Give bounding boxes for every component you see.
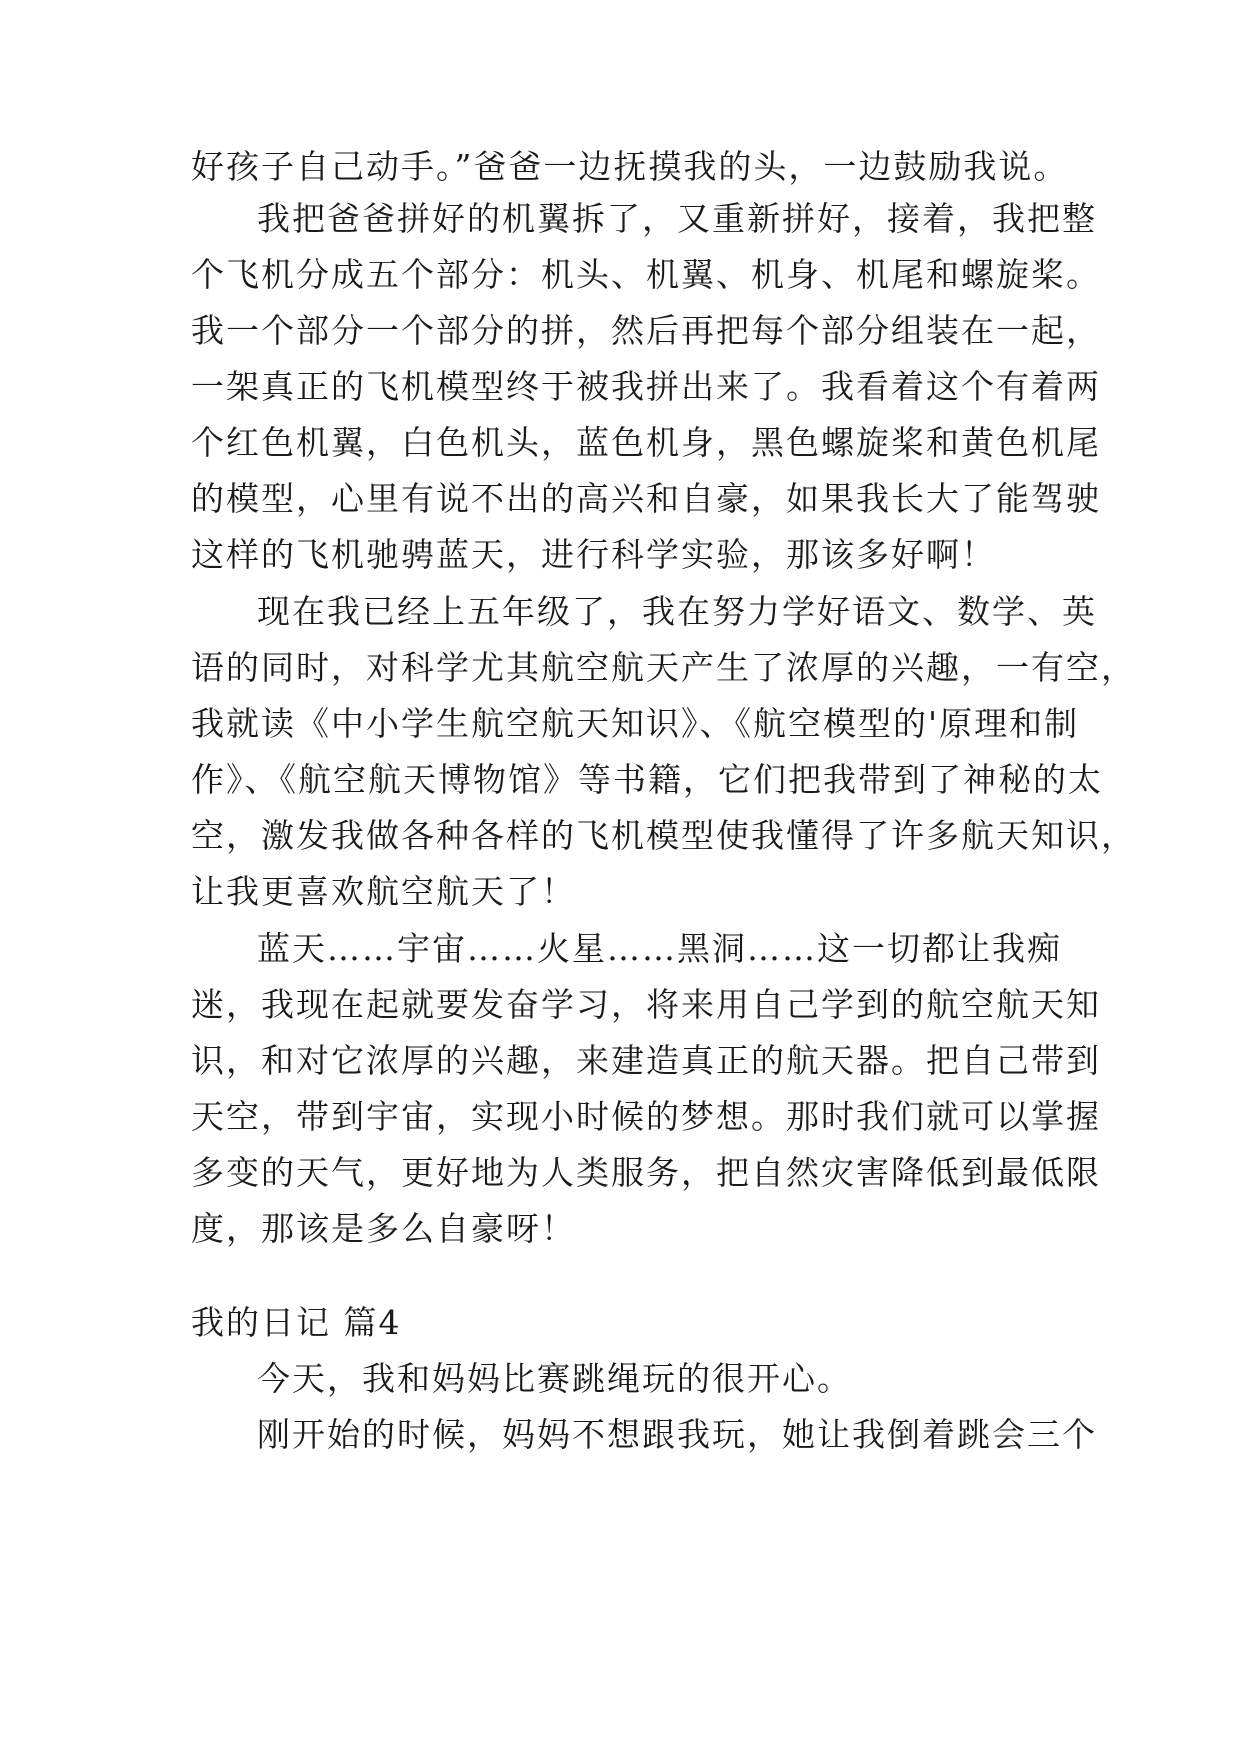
text-line: 迷，我现在起就要发奋学习，将来用自己学到的航空航天知: [191, 985, 1101, 1024]
text-line: 空，激发我做各种各样的飞机模型使我懂得了许多航天知识，: [191, 816, 1136, 855]
text-line: 个红色机翼，白色机头，蓝色机身，黑色螺旋桨和黄色机尾: [191, 423, 1101, 462]
text-line: 我一个部分一个部分的拼，然后再把每个部分组装在一起，: [191, 311, 1101, 350]
text-line: 一架真正的飞机模型终于被我拼出来了。我看着这个有着两: [191, 367, 1101, 406]
section-title: 我的日记 篇4: [191, 1303, 402, 1342]
text-line: 个飞机分成五个部分：机头、机翼、机身、机尾和螺旋桨。: [191, 255, 1101, 294]
text-line: 我把爸爸拼好的机翼拆了，又重新拼好，接着，我把整: [257, 199, 1097, 238]
text-line: 蓝天……宇宙……火星……黑洞……这一切都让我痴: [257, 929, 1062, 968]
text-line: 的模型，心里有说不出的高兴和自豪，如果我长大了能驾驶: [191, 479, 1101, 518]
text-line: 天空，带到宇宙，实现小时候的梦想。那时我们就可以掌握: [191, 1097, 1101, 1136]
text-line: 多变的天气，更好地为人类服务，把自然灾害降低到最低限: [191, 1153, 1101, 1192]
text-line: 识，和对它浓厚的兴趣，来建造真正的航天器。把自己带到: [191, 1041, 1101, 1080]
text-line: 让我更喜欢航空航天了！: [191, 872, 576, 911]
text-line: 语的同时，对科学尤其航空航天产生了浓厚的兴趣，一有空，: [191, 648, 1136, 687]
text-line: 今天，我和妈妈比赛跳绳玩的很开心。: [257, 1359, 852, 1398]
text-line: 这样的飞机驰骋蓝天，进行科学实验，那该多好啊！: [191, 535, 996, 574]
text-line: 好孩子自己动手。”爸爸一边抚摸我的头，一边鼓励我说。: [191, 147, 1069, 186]
text-line: 度，那该是多么自豪呀！: [191, 1209, 576, 1248]
text-line: 现在我已经上五年级了，我在努力学好语文、数学、英: [257, 592, 1097, 631]
text-line: 作》、《航空航天博物馆》等书籍，它们把我带到了神秘的太: [191, 760, 1103, 799]
text-line: 刚开始的时候，妈妈不想跟我玩，她让我倒着跳会三个: [257, 1415, 1097, 1454]
text-line: 我就读《中小学生航空航天知识》、《航空模型的'原理和制: [191, 704, 1080, 743]
